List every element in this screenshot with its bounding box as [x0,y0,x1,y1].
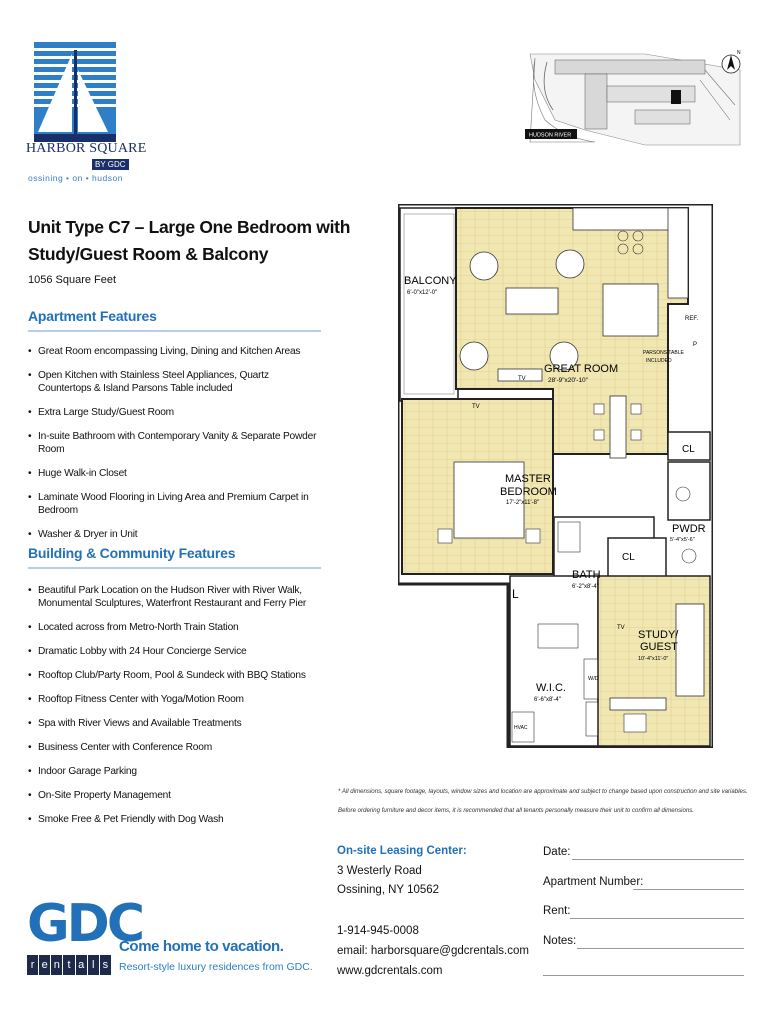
bath-label: BATH [572,569,601,581]
leasing-website[interactable]: www.gdcrentals.com [337,965,443,977]
rentals-letter: r [27,955,38,975]
powder-room-label: PWDR [672,523,706,535]
gdc-subtagline: Resort-style luxury residences from GDC. [119,961,313,973]
apartment-number-label: Apartment Number: [543,876,644,888]
rentals-letter: l [88,955,99,975]
section-divider [28,567,321,569]
tv-label-living: TV [518,376,526,382]
rent-field[interactable] [570,918,744,919]
list-item: • Business Center with Conference Room [28,741,328,754]
washer-dryer-label: W/D [588,676,599,682]
walk-in-closet-dimensions: 6'-6"x8'-4" [534,697,561,703]
list-item: • Laminate Wood Flooring in Living Area and Premium Carpet in Bedroom [28,491,328,517]
date-field[interactable] [572,859,744,860]
leasing-address-line-2: Ossining, NY 10562 [337,884,440,896]
bedroom-label: BEDROOM [500,486,557,498]
list-item: • Dramatic Lobby with 24 Hour Concierge Service [28,645,328,658]
building-features-heading: Building & Community Features [28,545,236,561]
list-item: • Indoor Garage Parking [28,765,328,778]
walk-in-closet-label: W.I.C. [536,682,566,694]
rentals-letter: s [100,955,111,975]
master-dimensions: 17'-2"x11'-8" [506,500,540,506]
date-label: Date: [543,846,571,858]
rentals-letter: n [51,955,62,975]
square-footage: 1056 Square Feet [28,274,117,286]
notes-field-line-2[interactable] [543,975,744,976]
leasing-address-line-1: 3 Westerly Road [337,865,422,877]
ref-label: REF. [685,316,699,322]
closet-label-great-room: CL [682,444,695,455]
study-label: STUDY/ [638,629,679,641]
great-room-label: GREAT ROOM [544,363,619,375]
rentals-letter: t [63,955,74,975]
leasing-center-heading: On-site Leasing Center: [337,845,467,857]
north-label: N [737,50,741,56]
closet-label-bath: CL [622,552,635,563]
floor-plan [398,204,713,748]
bath-dimensions: 6'-2"x8'-4" [572,584,599,590]
gdc-logo: GDC [27,894,143,954]
leasing-phone[interactable]: 1-914-945-0008 [337,925,419,937]
brand-name: HARBOR SQUARE [26,141,147,156]
powder-room-dimensions: 5'-4"x5'-6" [670,537,695,543]
list-item: • Rooftop Club/Party Room, Pool & Sundeck with BBQ Stations [28,669,328,682]
apartment-features-list [28,345,328,541]
building-features-list [28,584,328,826]
tv-label-study: TV [617,625,625,631]
guest-label: GUEST [640,641,678,653]
disclaimer-line: * All dimensions, square footage, layouts, window sizes and location are approximate and subject to change based upon construction and site variables. [338,788,748,795]
list-item: • Beautiful Park Location on the Hudson River with River Walk, Monumental Sculptures, Waterfront Restaurant and Ferry Pier [28,584,308,610]
section-divider [28,330,321,332]
rent-label: Rent: [543,905,571,917]
parsons-included-label: INCLUDED [646,358,672,364]
list-item: • Spa with River Views and Available Treatments [28,717,328,730]
list-item: • Huge Walk-in Closet [28,467,328,480]
leasing-email[interactable]: email: harborsquare@gdcrentals.com [337,945,529,957]
list-item: • Rooftop Fitness Center with Yoga/Motion Room [28,693,328,706]
apartment-number-field[interactable] [633,889,744,890]
notes-label: Notes: [543,935,577,947]
balcony-label: BALCONY [404,275,457,287]
rentals-letter: e [39,955,50,975]
list-item: • Great Room encompassing Living, Dining and Kitchen Areas [28,345,328,358]
river-label: HUDSON RIVER [529,132,572,139]
linen-closet-label: L [512,587,519,601]
list-item: • Located across from Metro-North Train Station [28,621,328,634]
master-label: MASTER [505,473,551,485]
unit-title: Unit Type C7 – Large One Bedroom with Study/Guest Room & Balcony [28,217,351,264]
apartment-features-heading: Apartment Features [28,308,157,324]
rentals-letter: a [76,955,87,975]
harbor-square-sail-logo [34,42,116,142]
study-dimensions: 10'-4"x11'-0" [638,656,669,662]
parsons-table-label: PARSONS TABLE [643,350,684,356]
brand-by-gdc: BY GDC [92,159,129,170]
list-item: • Smoke Free & Pet Friendly with Dog Wash [28,813,328,826]
brand-tagline: ossining • on • hudson [28,173,123,183]
list-item: • Washer & Dryer in Unit [28,528,328,541]
tv-label-bedroom: TV [472,404,480,410]
disclaimer-line: Before ordering furniture and decor items, it is recommended that all tenants personally measure their unit to confirm all dimensions. [338,807,694,814]
gdc-tagline: Come home to vacation. [119,938,284,955]
great-room-dimensions: 28'-9"x20'-10" [548,377,588,384]
site-location-map [525,50,745,148]
list-item: • Extra Large Study/Guest Room [28,406,328,419]
list-item: • Open Kitchen with Stainless Steel Appliances, Quartz Countertops & Island Parsons Table included [28,369,318,395]
balcony-dimensions: 6'-0"x12'-0" [407,290,438,296]
list-item: • In-suite Bathroom with Contemporary Vanity & Separate Powder Room [28,430,328,456]
list-item: • On-Site Property Management [28,789,328,802]
pantry-label: P [693,342,698,348]
disclaimer [338,787,748,825]
gdc-rentals-wordmark [27,955,111,975]
notes-field[interactable] [577,948,744,949]
hvac-label: HVAC [514,725,528,731]
